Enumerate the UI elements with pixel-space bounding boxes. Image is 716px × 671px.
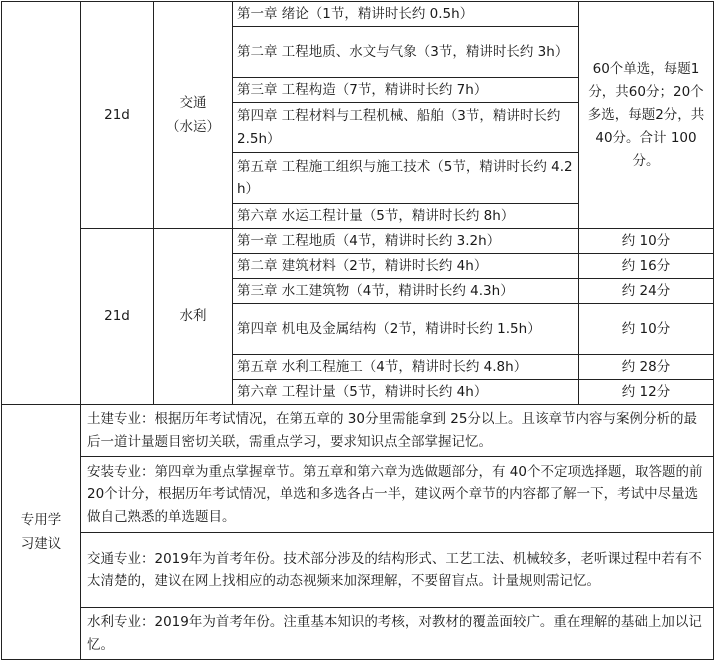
water-score-5: 约 28分 xyxy=(579,355,714,380)
advice-transport: 交通专业：2019年为首考年份。技术部分涉及的结构形式、工艺工法、机械较多，老听课过程中若有不太清楚的，建议在网上找相应的动态视频来加深理解，不要留盲点。计量规则需记忆。 xyxy=(81,533,714,608)
advice-water: 水利专业：2019年为首考年份。注重基本知识的考核，对教材的覆盖面较广。重在理解的基础上加以记忆。 xyxy=(81,608,714,660)
transport-row-1 xyxy=(2,2,714,27)
transport-score-text: 60个单选，每题1分，共60分；20个多选，每题2分，共40分。合计 100分。 xyxy=(587,60,705,169)
water-score-1: 约 10分 xyxy=(579,229,714,254)
water-subject: 水利 xyxy=(154,229,233,405)
water-chapter-3: 第三章 水工建筑物（4节，精讲时长约 4.3h） xyxy=(233,279,579,304)
transport-score-note xyxy=(579,2,714,229)
transport-chapter-5: 第五章 工程施工组织与施工技术（5节，精讲时长约 4.2h） xyxy=(233,153,579,204)
water-score-6: 约 12分 xyxy=(579,380,714,405)
transport-chapter-2: 第二章 工程地质、水文与气象（3节，精讲时长约 3h） xyxy=(233,27,579,78)
water-score-3: 约 24分 xyxy=(579,279,714,304)
water-score-2: 约 16分 xyxy=(579,254,714,279)
transport-chapter-4: 第四章 工程材料与工程机械、船舶（3节，精讲时长约 2.5h） xyxy=(233,103,579,153)
water-chapter-4: 第四章 机电及金属结构（2节，精讲时长约 1.5h） xyxy=(233,304,579,355)
water-chapter-6: 第六章 工程计量（5节，精讲时长约 4h） xyxy=(233,380,579,405)
transport-chapter-3: 第三章 工程构造（7节，精讲时长约 7h） xyxy=(233,78,579,103)
advice-row-3 xyxy=(2,533,714,608)
transport-chapter-6: 第六章 水运工程计量（5节，精讲时长约 8h） xyxy=(233,204,579,229)
advice-row-2 xyxy=(2,457,714,533)
advice-civil: 土建专业：根据历年考试情况，在第五章的 30分里需能拿到 25分以上。且该章节内容与案例分析的最后一道计量题目密切关联，需重点学习，要求知识点全部掌握记忆。 xyxy=(81,405,714,457)
water-code: 21d xyxy=(81,229,154,405)
water-score-4: 约 10分 xyxy=(579,304,714,355)
transport-code: 21d xyxy=(81,2,154,229)
transport-subject: 交通 （水运） xyxy=(154,2,233,229)
advice-row-1 xyxy=(2,405,714,457)
exam-syllabus-table xyxy=(1,1,714,660)
water-chapter-2: 第二章 建筑材料（2节，精讲时长约 4h） xyxy=(233,254,579,279)
left-blank-cell xyxy=(2,2,81,405)
water-chapter-1: 第一章 工程地质（4节，精讲时长约 3.2h） xyxy=(233,229,579,254)
transport-chapter-1: 第一章 绪论（1节，精讲时长约 0.5h） xyxy=(233,2,579,27)
water-chapter-5: 第五章 水利工程施工（4节，精讲时长约 4.8h） xyxy=(233,355,579,380)
advice-label: 专用学 习建议 xyxy=(2,405,81,660)
water-row-1 xyxy=(2,229,714,254)
advice-row-4 xyxy=(2,608,714,660)
advice-install: 安装专业：第四章为重点掌握章节。第五章和第六章为选做题部分，有 40个不定项选择题，取答题的前 20个计分，根据历年考试情况，单选和多选各占一半，建议两个章节的内容都了解一下，考试中尽量选做自己熟悉的单选题目。 xyxy=(81,457,714,533)
